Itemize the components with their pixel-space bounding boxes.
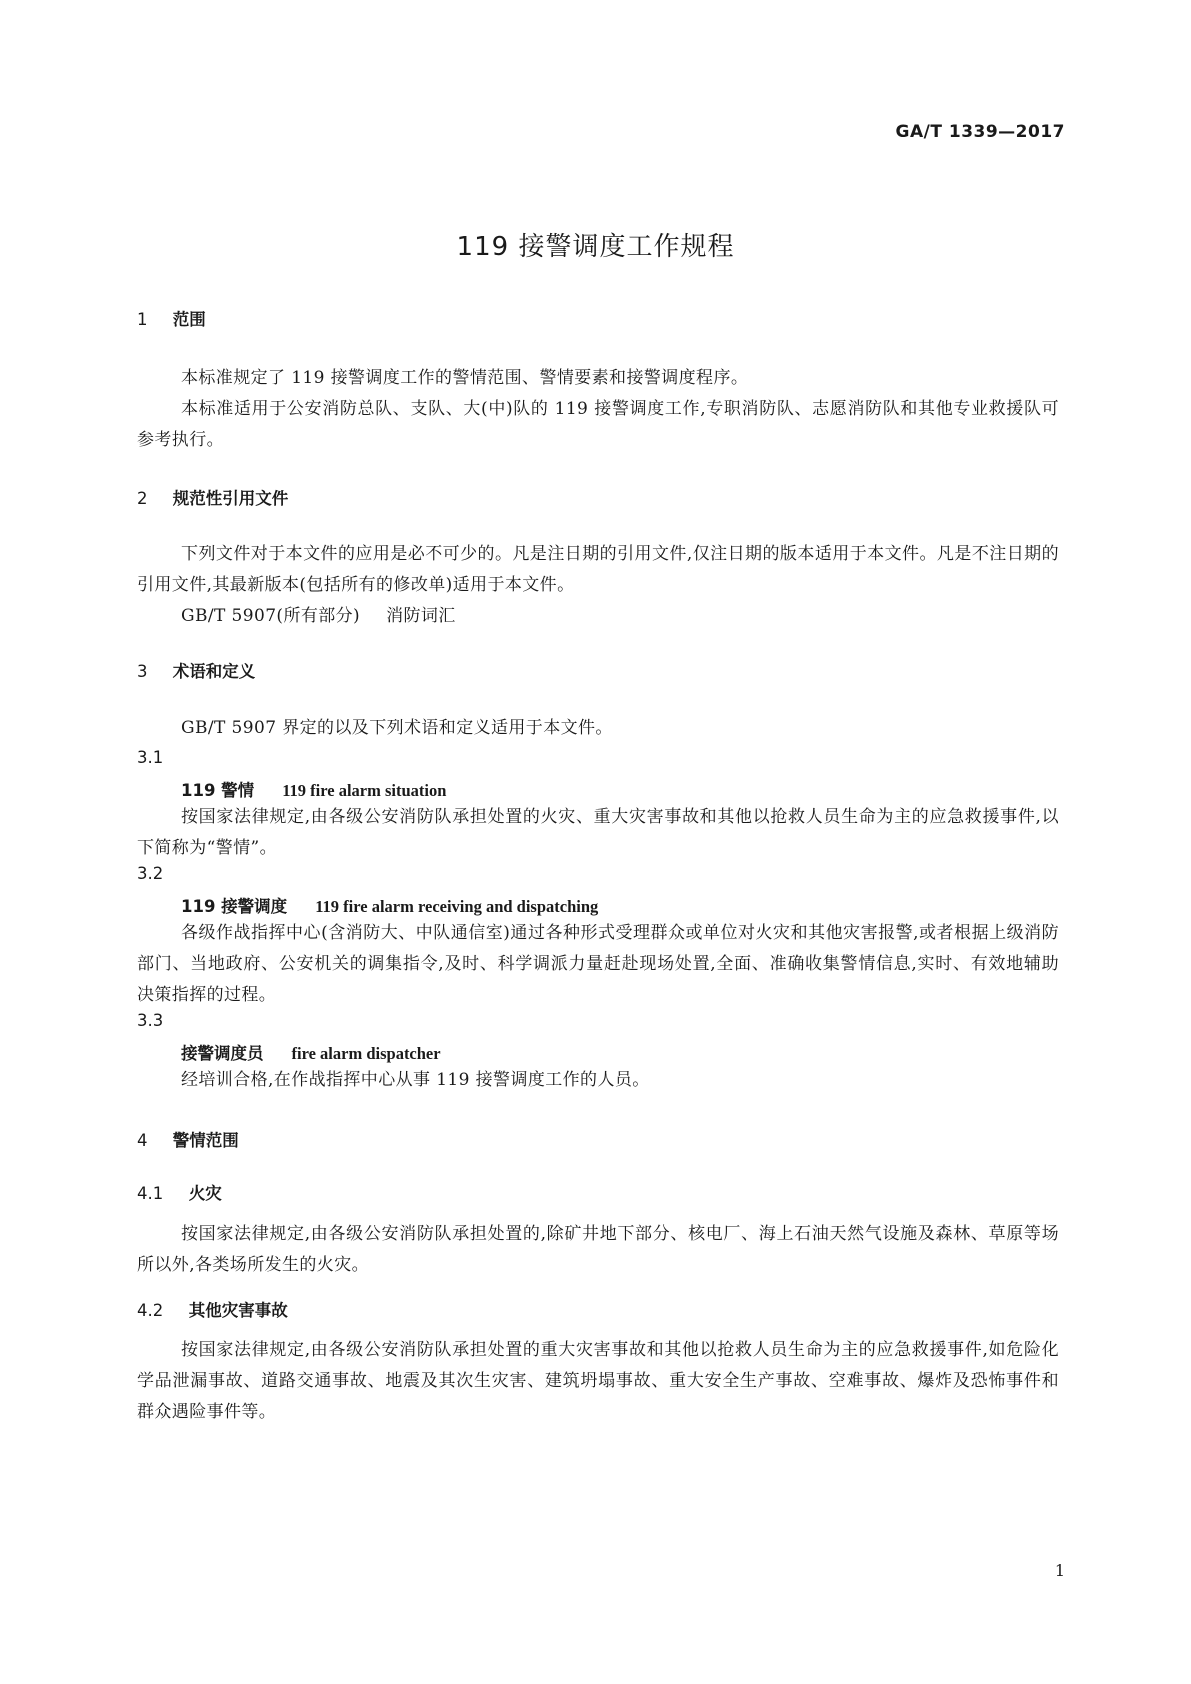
subsection-4-2-heading bbox=[137, 1297, 288, 1321]
section-2-heading bbox=[137, 485, 288, 509]
section-title: 术语和定义 bbox=[172, 662, 256, 681]
term-en: 119 fire alarm situation bbox=[282, 781, 447, 800]
term-en: fire alarm dispatcher bbox=[291, 1044, 441, 1063]
section-3-heading bbox=[137, 658, 255, 682]
term-definition: 各级作战指挥中心(含消防大、中队通信室)通过各种形式受理群众或单位对火灾和其他灾害报警,或者根据上级消防部门、当地政府、公安机关的调集指令,及时、科学调派力量赶赴现场处置,全面、准确收集警情信息,实时、有效地辅助决策指挥的过程。 bbox=[137, 923, 1059, 1005]
subsection-title: 火灾 bbox=[188, 1184, 222, 1203]
subsection-title: 其他灾害事故 bbox=[188, 1301, 288, 1320]
paragraph: 本标准规定了 119 接警调度工作的警情范围、警情要素和接警调度程序。 bbox=[181, 368, 749, 388]
paragraph: GB/T 5907 界定的以及下列术语和定义适用于本文件。 bbox=[181, 718, 613, 738]
section-title: 警情范围 bbox=[172, 1131, 239, 1150]
subsection-number: 4.1 bbox=[137, 1184, 164, 1203]
reference-code: GB/T 5907(所有部分) bbox=[181, 606, 361, 626]
page-number: 1 bbox=[1054, 1561, 1065, 1580]
paragraph: 本标准适用于公安消防总队、支队、大(中)队的 119 接警调度工作,专职消防队、志愿消防队和其他专业救援队可参考执行。 bbox=[137, 399, 1059, 450]
term-zh: 接警调度员 bbox=[181, 1044, 264, 1063]
term-entry bbox=[181, 893, 598, 917]
section-1-heading bbox=[137, 306, 206, 330]
term-number: 3.3 bbox=[137, 1011, 164, 1030]
section-title: 规范性引用文件 bbox=[172, 489, 289, 508]
document-title: 119 接警调度工作规程 bbox=[456, 232, 735, 262]
paragraph: 按国家法律规定,由各级公安消防队承担处置的重大灾害事故和其他以抢救人员生命为主的应急救援事件,如危险化学品泄漏事故、道路交通事故、地震及其次生灾害、建筑坍塌事故、重大安全生产事故、空难事故、爆炸及恐怖事件和群众遇险事件等。 bbox=[137, 1340, 1059, 1422]
standard-code: GA/T 1339—2017 bbox=[895, 122, 1065, 142]
term-definition: 按国家法律规定,由各级公安消防队承担处置的火灾、重大灾害事故和其他以抢救人员生命为主的应急救援事件,以下简称为“警情”。 bbox=[137, 807, 1059, 858]
section-number: 4 bbox=[137, 1131, 148, 1150]
term-en: 119 fire alarm receiving and dispatching bbox=[315, 897, 599, 916]
term-entry bbox=[181, 777, 446, 801]
term-zh: 119 警情 bbox=[181, 781, 255, 800]
subsection-number: 4.2 bbox=[137, 1301, 164, 1320]
paragraph: 下列文件对于本文件的应用是必不可少的。凡是注日期的引用文件,仅注日期的版本适用于本文件。凡是不注日期的引用文件,其最新版本(包括所有的修改单)适用于本文件。 bbox=[137, 544, 1059, 595]
normative-reference bbox=[181, 601, 456, 626]
term-definition: 经培训合格,在作战指挥中心从事 119 接警调度工作的人员。 bbox=[181, 1070, 650, 1090]
subsection-4-1-heading bbox=[137, 1180, 222, 1204]
term-number: 3.2 bbox=[137, 864, 164, 883]
term-number: 3.1 bbox=[137, 748, 164, 767]
term-zh: 119 接警调度 bbox=[181, 897, 288, 916]
reference-name: 消防词汇 bbox=[386, 606, 456, 626]
section-title: 范围 bbox=[172, 310, 206, 329]
paragraph: 按国家法律规定,由各级公安消防队承担处置的,除矿井地下部分、核电厂、海上石油天然气设施及森林、草原等场所以外,各类场所发生的火灾。 bbox=[137, 1224, 1059, 1275]
section-number: 3 bbox=[137, 662, 148, 681]
term-entry bbox=[181, 1040, 441, 1064]
section-number: 2 bbox=[137, 489, 148, 508]
section-number: 1 bbox=[137, 310, 148, 329]
section-4-heading bbox=[137, 1127, 239, 1151]
